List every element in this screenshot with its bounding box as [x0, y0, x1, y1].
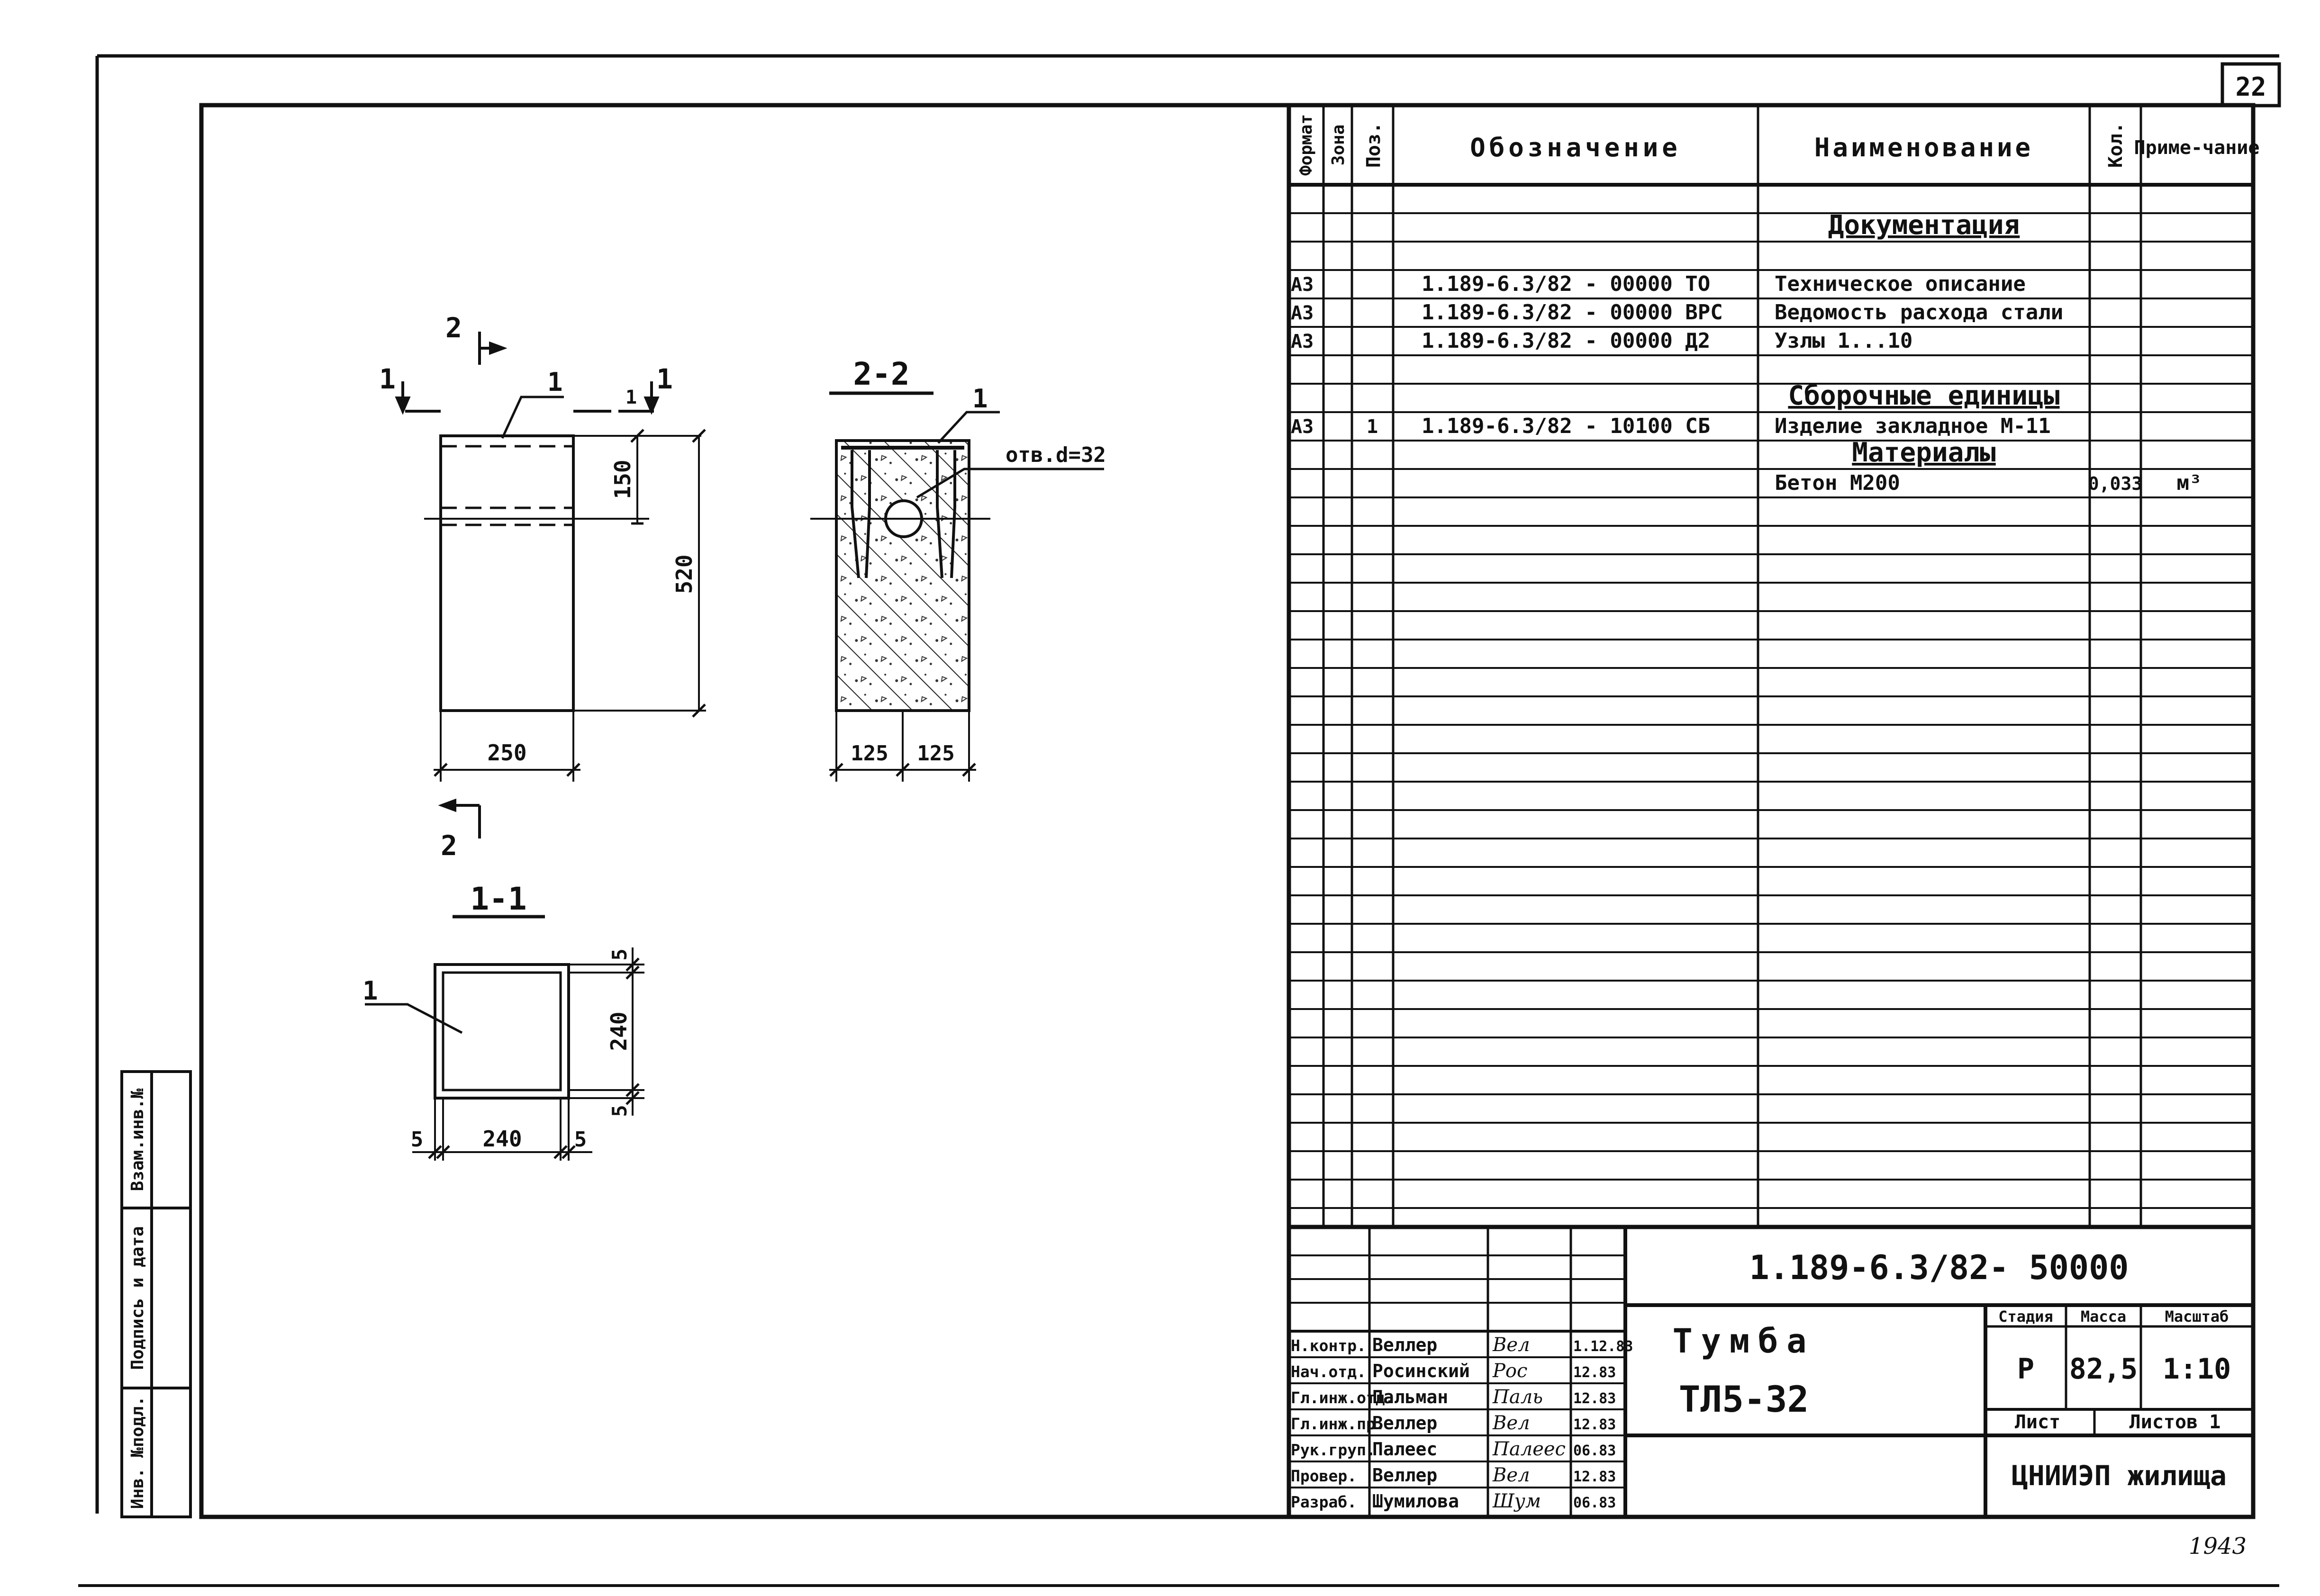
- stamp-signature-date: Подпись и дата: [128, 1226, 147, 1370]
- handwritten-signature: Рос: [1493, 1360, 1528, 1382]
- section-2-2-title: 2-2: [853, 356, 910, 392]
- signature-name: Веллер: [1372, 1413, 1438, 1434]
- cell-name: Узлы 1...10: [1775, 329, 1913, 353]
- header-note: Приме-чание: [2134, 137, 2260, 159]
- sheet-label: Лист: [2014, 1411, 2061, 1433]
- front-view: [397, 332, 706, 839]
- cell-format: А3: [1291, 302, 1314, 324]
- dim-5-left: 5: [410, 1127, 424, 1152]
- cell-designation: 1.189-6.3/82 - 00000 ТО: [1422, 272, 1711, 296]
- signature-name: Веллер: [1372, 1335, 1438, 1355]
- signature-role: Гл.инж.отд.: [1291, 1389, 1395, 1407]
- table-row: [1291, 300, 2063, 325]
- handwritten-signature: Вел: [1493, 1464, 1530, 1486]
- signature-name: Росинский: [1372, 1361, 1470, 1381]
- signature-date: 12.83: [1573, 1364, 1616, 1381]
- dim-5-right: 5: [574, 1127, 587, 1152]
- cell-name: Изделие закладное М-11: [1775, 414, 2051, 438]
- stage-label: Стадия: [1998, 1307, 2053, 1325]
- cell-format: А3: [1291, 331, 1314, 352]
- signature-name: Шумилова: [1372, 1491, 1459, 1512]
- handwritten-signature: Паль: [1493, 1386, 1543, 1408]
- section-1-1-title: 1-1: [470, 881, 527, 917]
- signature-row: [1291, 1334, 1633, 1356]
- section-1-1: [365, 917, 644, 1161]
- dim-125-right: 125: [917, 741, 955, 766]
- dim-240-horizontal: 240: [482, 1126, 522, 1152]
- signature-date: 12.83: [1573, 1416, 1616, 1433]
- signature-date: 1.12.83: [1573, 1338, 1633, 1355]
- dim-5-bottom: 5: [608, 1105, 631, 1117]
- header-pos: Поз.: [1363, 122, 1385, 168]
- cell-name: Материалы: [1852, 437, 1996, 468]
- signature-date: 12.83: [1573, 1390, 1616, 1407]
- signature-row: [1291, 1464, 1616, 1486]
- table-row: [1291, 329, 1912, 353]
- section-1-1-leader-label: 1: [362, 976, 378, 1006]
- signature-row: [1291, 1438, 1616, 1460]
- signature-row: [1291, 1490, 1616, 1512]
- spec-rows: [1291, 210, 2202, 495]
- handwritten-signature: Шум: [1493, 1490, 1541, 1512]
- dim-150: 150: [610, 460, 635, 499]
- table-row: [1852, 437, 1995, 468]
- dim-250: 250: [487, 740, 527, 766]
- table-row: [1788, 380, 2059, 411]
- cell-pos: 1: [1366, 416, 1378, 438]
- cell-format: А3: [1291, 274, 1314, 296]
- stage-value: Р: [2017, 1353, 2035, 1386]
- header-qty: Кол.: [2105, 122, 2127, 168]
- cell-note: м³: [2176, 471, 2202, 495]
- signature-row: [1291, 1360, 1616, 1382]
- header-designation: Обозначение: [1470, 133, 1681, 162]
- dim-240-vertical: 240: [606, 1011, 632, 1051]
- signature-name: Пальман: [1372, 1387, 1449, 1407]
- signature-role: Н.контр.: [1291, 1336, 1366, 1355]
- signature-row: [1291, 1412, 1616, 1434]
- cell-name: Документация: [1828, 210, 2020, 241]
- item-name: Тумба: [1672, 1322, 1815, 1361]
- cell-format: А3: [1291, 416, 1314, 438]
- scale-value: 1:10: [2162, 1353, 2231, 1386]
- table-row: [1828, 210, 2020, 241]
- signature-name: Веллер: [1372, 1465, 1438, 1486]
- cell-designation: 1.189-6.3/82 - 10100 СБ: [1422, 414, 1711, 438]
- stamp-replacement-inventory: Взам.инв.№: [128, 1088, 147, 1191]
- section-mark-1-right-tick: 1: [625, 387, 637, 408]
- stamp-original-inventory: Инв. №подл.: [128, 1396, 147, 1509]
- section-mark-1-left: 1: [379, 363, 396, 395]
- front-leader-label: 1: [547, 367, 563, 397]
- handwritten-signature: Палеес: [1493, 1438, 1566, 1460]
- archive-number: 1943: [2188, 1533, 2247, 1560]
- section-mark-2-top: 2: [445, 312, 462, 344]
- mass-label: Масса: [2080, 1307, 2127, 1325]
- dim-520: 520: [671, 554, 697, 594]
- signature-role: Рук.груп.: [1291, 1441, 1376, 1459]
- cell-name: Ведомость расхода стали: [1775, 300, 2064, 325]
- signature-date: 06.83: [1573, 1495, 1616, 1511]
- cell-designation: 1.189-6.3/82 - 00000 Д2: [1422, 329, 1711, 353]
- cell-name: Бетон М200: [1775, 471, 1900, 495]
- cell-name: Техническое описание: [1775, 272, 2026, 296]
- table-row: [1291, 414, 2051, 438]
- sheet-number: 22: [2235, 72, 2266, 102]
- signature-date: 12.83: [1573, 1469, 1616, 1485]
- cell-name: Сборочные единицы: [1788, 380, 2060, 411]
- section-mark-1-right: 1: [656, 363, 673, 395]
- spec-row-lines: [1289, 213, 2253, 1208]
- header-format: Формат: [1296, 114, 1316, 176]
- cell-qty: 0,033: [2088, 473, 2143, 494]
- header-zone: Зона: [1329, 124, 1348, 166]
- signature-date: 06.83: [1573, 1443, 1616, 1459]
- signature-role: Разраб.: [1291, 1493, 1357, 1511]
- signature-role: Провер.: [1291, 1467, 1357, 1485]
- mass-value: 82,5: [2069, 1353, 2138, 1386]
- doc-code: 1.189-6.3/82- 50000: [1749, 1248, 2129, 1287]
- handwritten-signature: Вел: [1493, 1334, 1530, 1356]
- section-mark-2-bottom: 2: [441, 830, 457, 862]
- item-code: ТЛ5-32: [1678, 1378, 1809, 1420]
- header-name: Наименование: [1814, 133, 2034, 162]
- hole-note: отв.d=32: [1006, 443, 1106, 467]
- dim-125-left: 125: [851, 741, 888, 766]
- handwritten-signature: Вел: [1493, 1412, 1530, 1434]
- sheets-label: Листов 1: [2129, 1411, 2221, 1433]
- signature-name: Палеес: [1372, 1439, 1438, 1460]
- table-row: [1775, 471, 2202, 495]
- scale-label: Масштаб: [2165, 1307, 2229, 1325]
- organization: ЦНИИЭП жилища: [2012, 1460, 2227, 1492]
- signature-row: [1291, 1386, 1616, 1408]
- cell-designation: 1.189-6.3/82 - 00000 ВРС: [1422, 300, 1723, 325]
- signature-role: Нач.отд.: [1291, 1362, 1366, 1381]
- dim-5-top: 5: [608, 948, 631, 961]
- signature-rows: [1291, 1334, 1633, 1512]
- signature-role: Гл.инж.пр.: [1291, 1415, 1385, 1433]
- section-2-2-leader-label: 1: [972, 384, 988, 414]
- table-row: [1291, 272, 2026, 296]
